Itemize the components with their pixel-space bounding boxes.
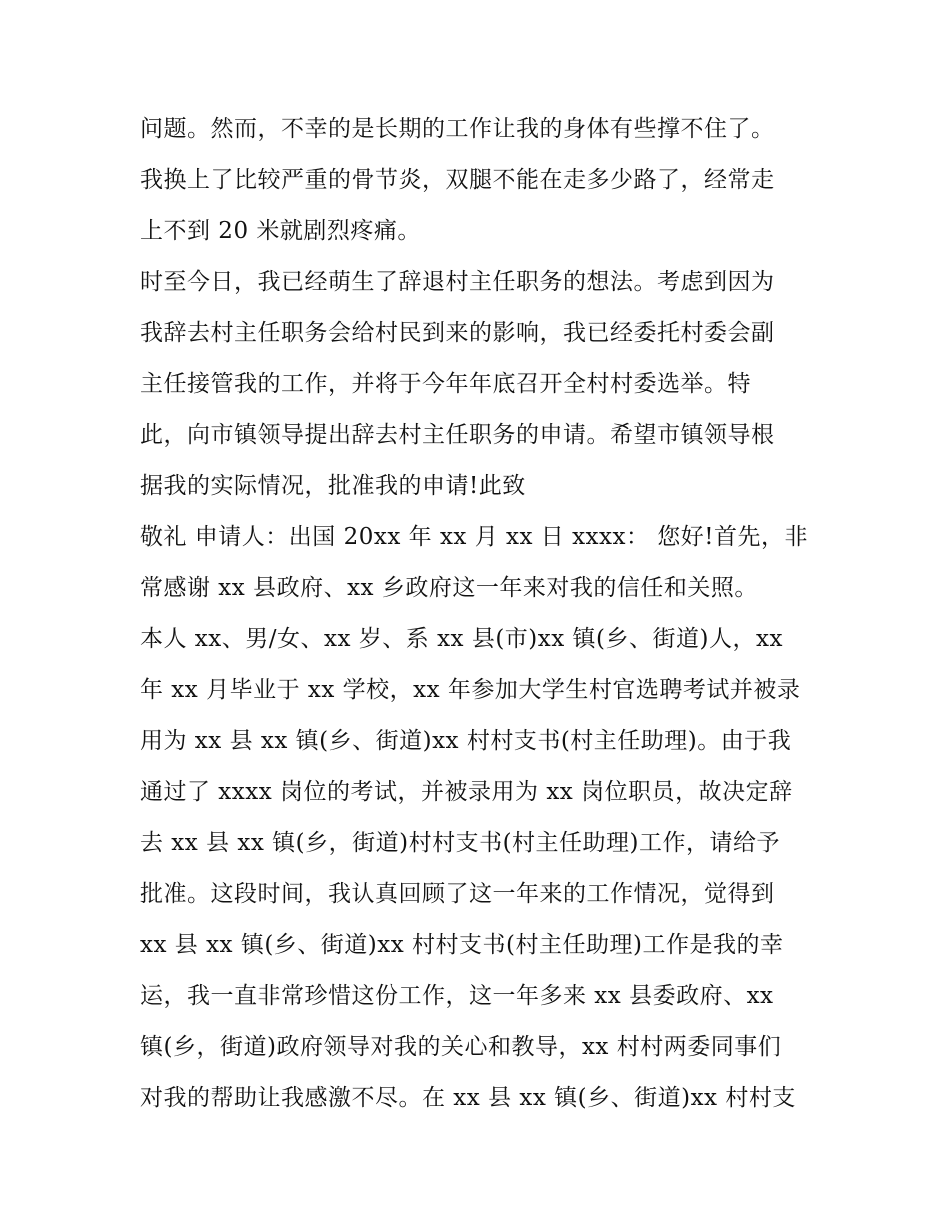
text-line: 我换上了比较严重的骨节炎，双腿不能在走多少路了，经常走: [140, 167, 775, 193]
document-body: [140, 104, 820, 1124]
text-line: 时至今日，我已经萌生了辞退村主任职务的想法。考虑到因为: [140, 269, 775, 295]
text-line: 此，向市镇领导提出辞去村主任职务的申请。希望市镇领导根: [140, 422, 775, 448]
text-line: xx 县 xx 镇(乡、街道)xx 村村支书(村主任助理)工作是我的幸: [140, 932, 784, 958]
text-line: 我辞去村主任职务会给村民到来的影响，我已经委托村委会副: [140, 320, 775, 346]
text-line: 批准。这段时间，我认真回顾了这一年来的工作情况，觉得到: [140, 881, 775, 907]
text-line: 主任接管我的工作，并将于今年年底召开全村村委选举。特: [140, 371, 751, 397]
text-line: 对我的帮助让我感激不尽。在 xx 县 xx 镇(乡、街道)xx 村村支: [140, 1085, 796, 1111]
text-line: 据我的实际情况，批准我的申请!此致: [140, 473, 526, 499]
text-line: 本人 xx、男/女、xx 岁、系 xx 县(市)xx 镇(乡、街道)人，xx: [140, 626, 783, 652]
text-line: 运，我一直非常珍惜这份工作，这一年多来 xx 县委政府、xx: [140, 983, 774, 1009]
text-line: 敬礼 申请人：出国 20xx 年 xx 月 xx 日 xxxx： 您好!首先，非: [140, 524, 809, 550]
text-line: 年 xx 月毕业于 xx 学校，xx 年参加大学生村官选聘考试并被录: [140, 677, 801, 703]
text-line: 常感谢 xx 县政府、xx 乡政府这一年来对我的信任和关照。: [140, 575, 758, 601]
text-line: 镇(乡，街道)政府领导对我的关心和教导，xx 村村两委同事们: [140, 1034, 782, 1060]
text-line: 问题。然而，不幸的是长期的工作让我的身体有些撑不住了。: [140, 116, 775, 142]
text-line: 上不到 20 米就剧烈疼痛。: [140, 218, 421, 244]
text-line: 用为 xx 县 xx 镇(乡、街道)xx 村村支书(村主任助理)。由于我: [140, 728, 792, 754]
text-line: 去 xx 县 xx 镇(乡，街道)村村支书(村主任助理)工作，请给予: [140, 830, 781, 856]
text-line: 通过了 xxxx 岗位的考试，并被录用为 xx 岗位职员，故决定辞: [140, 779, 793, 805]
